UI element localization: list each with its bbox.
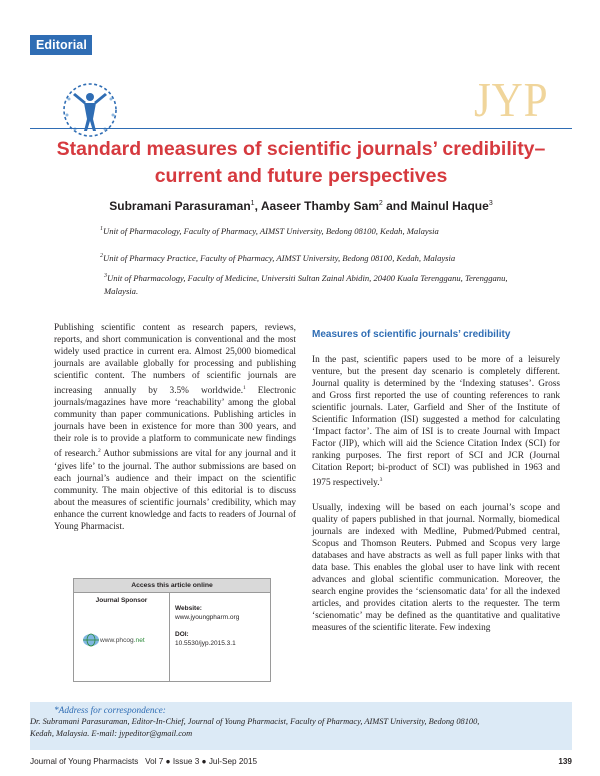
author-sup: 3 [488,200,493,207]
doi-label: DOI: [175,631,189,639]
citation-ref: 3 [379,477,383,484]
affiliation-sup: 2 [100,253,103,259]
affiliation-text: Unit of Pharmacology, Faculty of Medicine, Universiti Sultan Zainal Abidin, 20400 Kuala Terengganu, Terengganu, Malaysia. [104,273,508,296]
affiliation [104,270,524,298]
intro-paragraph: Publishing scientific content as research papers, reviews, reports, and short communication is conventional and the most widely used practice in current era. Almost 25,000 biomedical journals are available globally for processing and publishing scientific content. The numbers of scientific journals are increasing annually by 3.5% worldwide.$^1$ Electronic journals/magazines have more ‘reachability’ among the global community than paper communications. Publishing articles in journals have been in existence for more than 300 years, and their role is to provide a platform to communicate new findings of research.$^2$ Author submissions are vital for any journal and it ‘gives life’ to the journal. The author submissions are based on each journal’s audience and their impact on the scientific community. The main objective of this editorial is to discuss about the measures of scientific journals’ credibility, which may enhance the current knowledge and facts to readers of Journal of Young Pharmacist. [54,323,297,532]
access-online-box [73,578,271,682]
footer-bullet: ● [165,757,171,766]
header-rule [30,128,572,129]
journal-sponsor-cell [74,593,170,681]
author-name: Subramani Parasuraman [109,199,251,213]
doi-value[interactable]: 10.5530/jyp.2015.3.1 [175,639,236,647]
author-sup: 2 [378,200,383,207]
footer-bullet: ● [201,757,207,766]
author-separator: , [254,199,261,213]
affiliation [100,223,540,238]
article-title [30,136,572,190]
section-tag: Editorial [30,35,92,55]
access-box-heading: Access this article online [74,579,270,593]
footer-volume: Vol 7 [145,757,164,766]
journal-logo [55,75,125,145]
affiliation-sup: 1 [100,226,103,232]
right-column [312,354,560,634]
footer-issue: Issue 3 [172,757,200,766]
author-name: Aaseer Thamby Sam [260,199,379,213]
section-heading: Measures of scientific journals’ credibility [312,329,511,340]
website-value[interactable]: www.jyoungpharm.org [175,613,240,621]
affiliation [100,250,540,265]
website-label: Website: [175,605,202,612]
page-number: 139 [558,757,572,766]
journal-mark: JYP [474,72,549,127]
citation-ref: 2 [98,448,101,455]
author-name: Mainul Haque [410,199,489,213]
page-footer [30,757,572,766]
title-line-1: Standard measures of scientific journals’ credibility– [56,138,546,160]
title-line-2: current and future perspectives [154,165,448,187]
author-separator: and [382,199,411,213]
author-list [30,199,572,213]
body-paragraph: Usually, indexing will be based on each journal’s scope and quality of papers published in that journal. Normally, biomedical journals are indexed with Medline, Pubmed/Pubmed central, Scopus and Thomson Reuters. Pubmed and Scopus very large databases and have abstracts as well as full paper links with that data base. This enables the global user to have link with recent advances and global scientific communication. Moreover, the search engine provides the ‘sciensomatic data’ for all the indexed articles, and provides citation alerts to the requester. The term ‘scienomatic’ may be defined as the quantitative and qualitative measures of the scientific literate. Few indexing [312,502,560,633]
sponsor-label: Journal Sponsor [95,597,148,604]
globe-icon [82,633,100,647]
body-paragraph: In the past, scientific papers used to be more of a leisurely venture, but the present day scenario is completely different. Journal quality is determined by the ‘Indexing statuses’. Gross and Gross first reported the use of counting references to rank scientific journals. Later, Garfield and Sher of the Institute of Scientific Information (ISI) suggested a method for calculating ‘Impact factor’. The aim of ISI is to create Journal with Impact Factor (JIP), which will aid the Science Citation Index (SCI) for ranking purposes. The first report of SCI and JCR (Journal Citation Report; bi-product of SCI) was published in 1963 and 1975 respectively.$^3$ [312,355,560,489]
access-info [175,605,267,648]
correspondence-text: Dr. Subramani Parasuraman, Editor-In-Chief, Journal of Young Pharmacist, Faculty of Pharmacy, AIMST University, Bedong 08100, Kedah, Malaysia. E-mail: jypeditor@gmail.com [30,717,480,738]
correspondence-box [30,702,572,750]
author-sup: 1 [250,200,255,207]
correspondence-heading: *Address for correspondence: [54,706,166,716]
citation-ref: 1 [243,385,246,392]
sponsor-brand: www.phcog.net [82,633,166,647]
affiliation-sup: 3 [104,273,107,279]
affiliation-text: Unit of Pharmacology, Faculty of Pharmacy, AIMST University, Bedong 08100, Kedah, Malaysia [103,226,439,236]
footer-date: Jul-Sep 2015 [208,757,258,766]
affiliation-text: Unit of Pharmacy Practice, Faculty of Pharmacy, AIMST University, Bedong 08100, Kedah, Malaysia [103,253,456,263]
footer-journal: Journal of Young Pharmacists [30,757,139,766]
